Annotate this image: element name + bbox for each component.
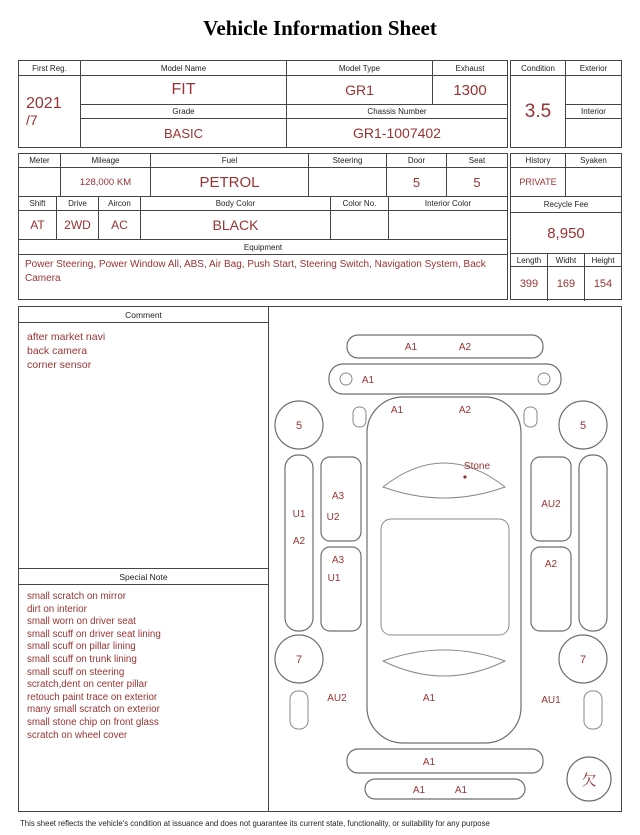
comment-header: Comment bbox=[19, 307, 268, 323]
special-note-text bbox=[19, 585, 268, 748]
label-missing-mark: 欠 bbox=[581, 772, 597, 789]
special-note-header: Special Note bbox=[19, 569, 268, 585]
comment-text bbox=[19, 323, 268, 379]
label-front-left-wheel: 5 bbox=[295, 420, 303, 432]
exhaust-value: 1300 bbox=[433, 76, 507, 105]
label-trunk: A1 bbox=[422, 757, 436, 768]
label-windshield-stone: Stone bbox=[463, 461, 491, 472]
stone-chip-mark bbox=[463, 475, 466, 478]
special-note-line: small stone chip on front glass bbox=[27, 716, 159, 728]
label-left-sill-top: U1 bbox=[292, 509, 306, 520]
left-mirror bbox=[353, 407, 366, 427]
meter-label: Meter bbox=[19, 154, 61, 168]
special-note-line: scratch on wheel cover bbox=[27, 729, 128, 741]
recycle-fee-label: Recycle Fee bbox=[511, 197, 621, 213]
disclaimer: This sheet reflects the vehicle's condition at issuance and does not guarantee its current state, functionality, or suitability for any purpose bbox=[20, 819, 490, 828]
door-label: Door bbox=[387, 154, 447, 168]
model-name-label: Model Name bbox=[81, 61, 287, 76]
drive-label: Drive bbox=[57, 197, 99, 211]
seat-label: Seat bbox=[447, 154, 507, 168]
model-type-label: Model Type bbox=[287, 61, 433, 76]
label-rear-left-quarter: AU2 bbox=[327, 693, 347, 704]
label-rear-right-wheel: 7 bbox=[579, 654, 587, 666]
drive-value: 2WD bbox=[57, 211, 99, 240]
comment-line: back camera bbox=[27, 345, 88, 357]
special-note-line: small worn on driver seat bbox=[27, 616, 136, 628]
exhaust-label: Exhaust bbox=[433, 61, 507, 76]
label-rear-left-door-bottom: U1 bbox=[327, 573, 341, 584]
color-no-value bbox=[331, 211, 389, 240]
details-table bbox=[18, 153, 508, 300]
notes-panel bbox=[19, 307, 269, 811]
label-front-right-door: AU2 bbox=[541, 499, 561, 510]
car-damage-svg bbox=[269, 307, 623, 811]
label-rear-bumper-right: A1 bbox=[454, 785, 468, 796]
door-value: 5 bbox=[387, 168, 447, 197]
page-title: Vehicle Information Sheet bbox=[203, 16, 437, 40]
label-left-sill-bottom: A2 bbox=[292, 536, 306, 547]
mileage-value: 128,000 KM bbox=[61, 168, 151, 197]
condition-table bbox=[510, 60, 622, 148]
first-reg-year: 2021 bbox=[26, 94, 62, 112]
shift-label: Shift bbox=[19, 197, 57, 211]
label-rear-center: A1 bbox=[422, 693, 436, 704]
right-mirror bbox=[524, 407, 537, 427]
label-rear-right-quarter: AU1 bbox=[541, 695, 561, 706]
interior-color-label: Interior Color bbox=[389, 197, 507, 211]
label-front-right-wheel: 5 bbox=[579, 420, 587, 432]
equipment-label: Equipment bbox=[19, 240, 507, 255]
damage-diagram bbox=[269, 307, 623, 811]
fuel-label: Fuel bbox=[151, 154, 309, 168]
comment-line: corner sensor bbox=[27, 359, 92, 371]
special-note-line: small scratch on mirror bbox=[27, 591, 127, 602]
label-rear-bumper-left: A1 bbox=[412, 785, 426, 796]
special-note-box bbox=[19, 569, 268, 811]
car-body bbox=[353, 397, 537, 743]
aircon-label: Aircon bbox=[99, 197, 141, 211]
special-note-line: small scuff on trunk lining bbox=[27, 653, 137, 665]
steering-label: Steering bbox=[309, 154, 387, 168]
first-reg-label: First Reg. bbox=[19, 61, 81, 76]
interior-grade-cell bbox=[566, 119, 621, 147]
chassis-number-value: GR1-1007402 bbox=[353, 125, 441, 141]
equipment-list: Power Steering, Power Window All, ABS, Air Bag, Push Start, Steering Switch, Navigation System, Back Camera bbox=[25, 259, 486, 284]
history-label: History bbox=[511, 154, 566, 168]
exterior-grade-cell bbox=[566, 76, 621, 105]
length-value: 399 bbox=[511, 267, 548, 301]
width-label: Widht bbox=[548, 254, 585, 267]
rear-window bbox=[383, 650, 505, 676]
height-label: Height bbox=[585, 254, 621, 267]
special-note-line: many small scratch on exterior bbox=[27, 704, 160, 716]
rear-left-corner bbox=[290, 691, 308, 729]
fuel-value: PETROL bbox=[151, 168, 309, 197]
seat-value: 5 bbox=[447, 168, 507, 197]
label-front-left-door-top: A3 bbox=[331, 491, 345, 502]
grade-value: BASIC bbox=[81, 119, 287, 147]
shift-value: AT bbox=[19, 211, 57, 240]
roof bbox=[381, 519, 509, 635]
syaken-value bbox=[566, 168, 621, 197]
special-note-line: small scuff on driver seat lining bbox=[27, 628, 161, 640]
first-reg-month: /7 bbox=[26, 111, 38, 128]
exterior-label: Exterior bbox=[566, 61, 621, 76]
color-no-label: Color No. bbox=[331, 197, 389, 211]
mileage-label: Mileage bbox=[61, 154, 151, 168]
registration-table bbox=[18, 60, 508, 148]
label-front-bar: A1 bbox=[361, 375, 375, 386]
model-name-value: FIT bbox=[81, 76, 287, 105]
height-value: 154 bbox=[593, 278, 613, 290]
wheels bbox=[275, 401, 607, 683]
left-side-panels bbox=[285, 455, 361, 729]
main-body bbox=[18, 306, 622, 812]
right-side-panels bbox=[531, 455, 607, 729]
label-front-bumper-right: A2 bbox=[458, 342, 472, 353]
special-note-line: scratch,dent on center pillar bbox=[27, 679, 148, 691]
comment-line: after market navi bbox=[27, 331, 106, 343]
interior-color-value bbox=[389, 211, 507, 240]
condition-score: 3.5 bbox=[511, 76, 566, 147]
label-hood-right: A2 bbox=[458, 405, 472, 416]
label-rear-left-door-top: A3 bbox=[331, 555, 345, 566]
special-note-line: retouch paint trace on exterior bbox=[27, 691, 158, 703]
syaken-label: Syaken bbox=[566, 154, 621, 168]
label-rear-right-door: A2 bbox=[544, 559, 558, 570]
comment-box bbox=[19, 307, 268, 569]
special-note-line: dirt on interior bbox=[27, 603, 87, 615]
rear-bumper bbox=[347, 749, 543, 799]
width-value: 169 bbox=[548, 267, 585, 301]
special-note-line: small scuff on steering bbox=[27, 666, 125, 678]
special-note-line: small scuff on pillar lining bbox=[27, 641, 136, 653]
recycle-fee-value: 8,950 bbox=[511, 213, 621, 254]
label-hood-left: A1 bbox=[390, 405, 404, 416]
model-type-value: GR1 bbox=[287, 76, 433, 105]
aircon-value: AC bbox=[99, 211, 141, 240]
history-table bbox=[510, 153, 622, 300]
steering-value bbox=[309, 168, 387, 197]
chassis-number-label: Chassis Number bbox=[287, 105, 507, 119]
label-front-bumper-left: A1 bbox=[404, 342, 418, 353]
meter-value bbox=[19, 168, 61, 197]
history-value: PRIVATE bbox=[511, 168, 566, 197]
body-color-label: Body Color bbox=[141, 197, 331, 211]
first-reg-value bbox=[19, 76, 81, 147]
interior-label: Interior bbox=[566, 105, 621, 119]
label-front-left-door-bottom: U2 bbox=[326, 512, 340, 523]
right-sill bbox=[579, 455, 607, 631]
body-color-value: BLACK bbox=[141, 211, 331, 240]
rear-right-corner bbox=[584, 691, 602, 729]
grade-label: Grade bbox=[81, 105, 287, 119]
length-label: Length bbox=[511, 254, 548, 267]
label-rear-left-wheel: 7 bbox=[295, 654, 303, 666]
condition-label: Condition bbox=[511, 61, 566, 76]
